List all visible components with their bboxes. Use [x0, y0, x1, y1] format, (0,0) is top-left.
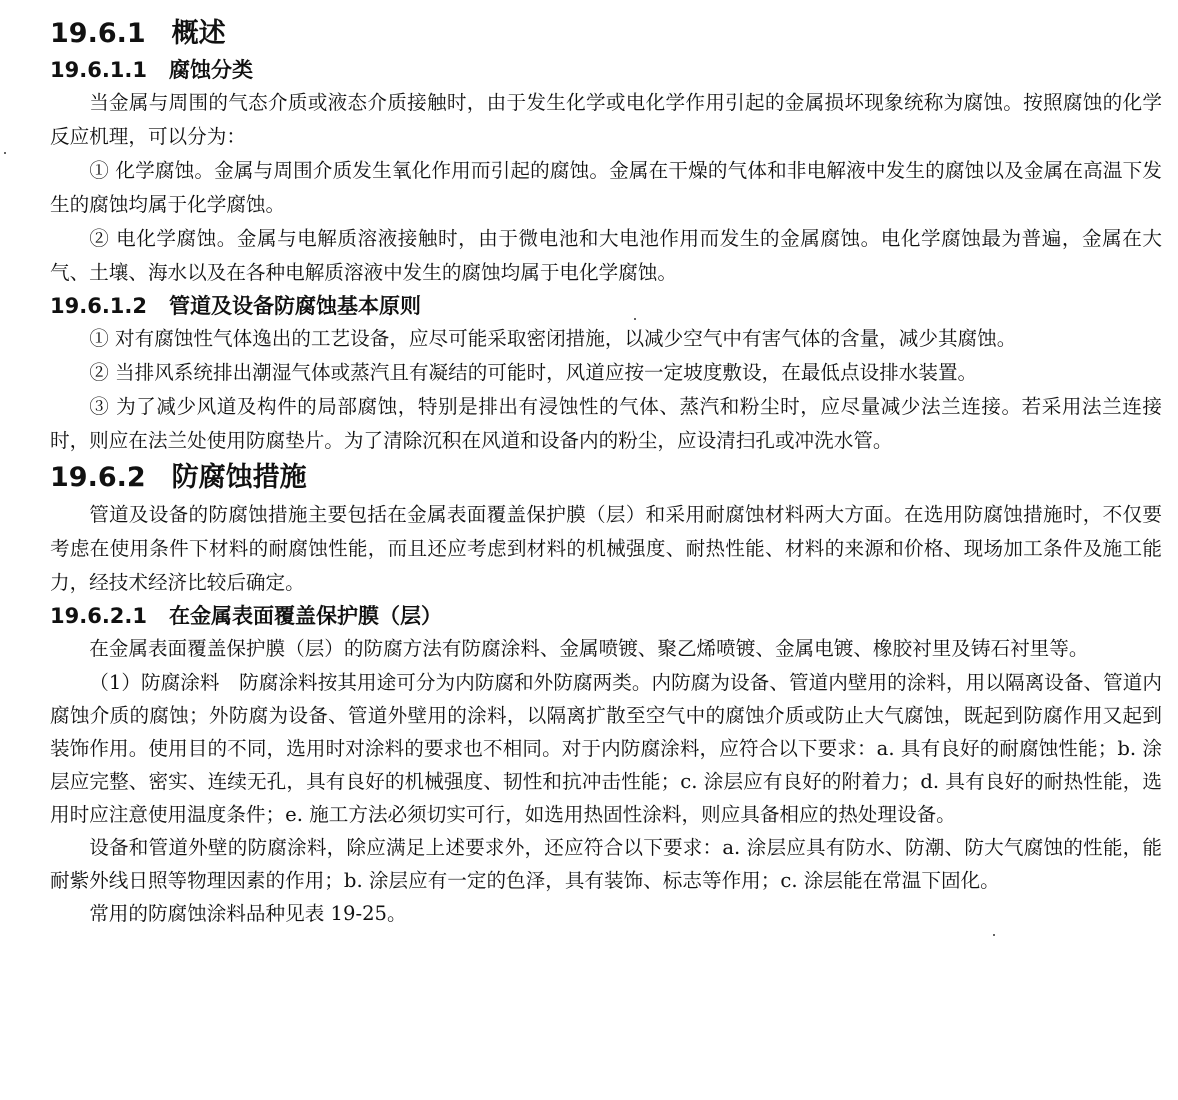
scan-speck	[4, 152, 6, 154]
subsection-number: 19.6.1.2	[50, 294, 147, 318]
subsection-heading-19-6-2-1	[50, 600, 1162, 632]
subsection-number: 19.6.2.1	[50, 604, 147, 628]
subsection-title: 在金属表面覆盖保护膜（层）	[169, 604, 442, 628]
document-page	[50, 14, 1162, 930]
paragraph: ① 对有腐蚀性气体逸出的工艺设备，应尽可能采取密闭措施，以减少空气中有害气体的含量，减少其腐蚀。	[89, 327, 1017, 350]
subsection-heading-19-6-1-1	[50, 54, 1162, 86]
paragraph: 当金属与周围的气态介质或液态介质接触时，由于发生化学或电化学作用引起的金属损坏现象统称为腐蚀。按照腐蚀的化学反应机理，可以分为：	[50, 91, 1162, 148]
paragraph: （1）防腐涂料 防腐涂料按其用途可分为内防腐和外防腐两类。内防腐为设备、管道内壁用的涂料，用以隔离设备、管道内腐蚀介质的腐蚀；外防腐为设备、管道外壁用的涂料，以隔离扩散至空气中的腐蚀介质或防止大气腐蚀，既起到防腐作用又起到装饰作用。使用目的不同，选用时对涂料的要求也不相同。对于内防腐涂料，应符合以下要求：a. 具有良好的耐腐蚀性能；b. 涂层应完整、密实、连续无孔，具有良好的机械强度、韧性和抗冲击性能；c. 涂层应有良好的附着力；d. 具有良好的耐热性能，选用时应注意使用温度条件；e. 施工方法必须切实可行，如选用热固性涂料，则应具备相应的热处理设备。	[50, 671, 1162, 826]
paragraph: ② 当排风系统排出潮湿气体或蒸汽且有凝结的可能时，风道应按一定坡度敷设，在最低点设排水装置。	[89, 361, 978, 384]
scan-speck	[993, 934, 995, 936]
paragraph: 设备和管道外壁的防腐涂料，除应满足上述要求外，还应符合以下要求：a. 涂层应具有防水、防潮、防大气腐蚀的性能，能耐紫外线日照等物理因素的作用；b. 涂层应有一定的色泽，具有装饰、标志等作用；c. 涂层能在常温下固化。	[50, 836, 1162, 892]
paragraph: ① 化学腐蚀。金属与周围介质发生氧化作用而引起的腐蚀。金属在干燥的气体和非电解液中发生的腐蚀以及金属在高温下发生的腐蚀均属于化学腐蚀。	[50, 159, 1162, 216]
subsection-title: 管道及设备防腐蚀基本原则	[169, 294, 421, 318]
section-number: 19.6.1	[50, 18, 146, 49]
paragraph: 常用的防腐蚀涂料品种见表 19-25。	[89, 902, 407, 925]
paragraph: ② 电化学腐蚀。金属与电解质溶液接触时，由于微电池和大电池作用而发生的金属腐蚀。电化学腐蚀最为普遍，金属在大气、土壤、海水以及在各种电解质溶液中发生的腐蚀均属于电化学腐蚀。	[50, 227, 1162, 284]
subsection-heading-19-6-1-2	[50, 290, 1162, 322]
subsection-title: 腐蚀分类	[169, 58, 253, 82]
paragraph: ③ 为了减少风道及构件的局部腐蚀，特别是排出有浸蚀性的气体、蒸汽和粉尘时，应尽量减少法兰连接。若采用法兰连接时，则应在法兰处使用防腐垫片。为了清除沉积在风道和设备内的粉尘，应设清扫孔或冲洗水管。	[50, 395, 1162, 452]
section-title: 概述	[171, 18, 226, 49]
section-title: 防腐蚀措施	[171, 462, 307, 493]
section-heading-19-6-2	[50, 458, 1162, 498]
paragraph: 在金属表面覆盖保护膜（层）的防腐方法有防腐涂料、金属喷镀、聚乙烯喷镀、金属电镀、橡胶衬里及铸石衬里等。	[89, 637, 1089, 660]
subsection-number: 19.6.1.1	[50, 58, 147, 82]
paragraph: 管道及设备的防腐蚀措施主要包括在金属表面覆盖保护膜（层）和采用耐腐蚀材料两大方面。在选用防腐蚀措施时，不仅要考虑在使用条件下材料的耐腐蚀性能，而且还应考虑到材料的机械强度、耐热性能、材料的来源和价格、现场加工条件及施工能力，经技术经济比较后确定。	[50, 503, 1162, 594]
section-number: 19.6.2	[50, 462, 146, 493]
section-heading-19-6-1	[50, 14, 1162, 54]
